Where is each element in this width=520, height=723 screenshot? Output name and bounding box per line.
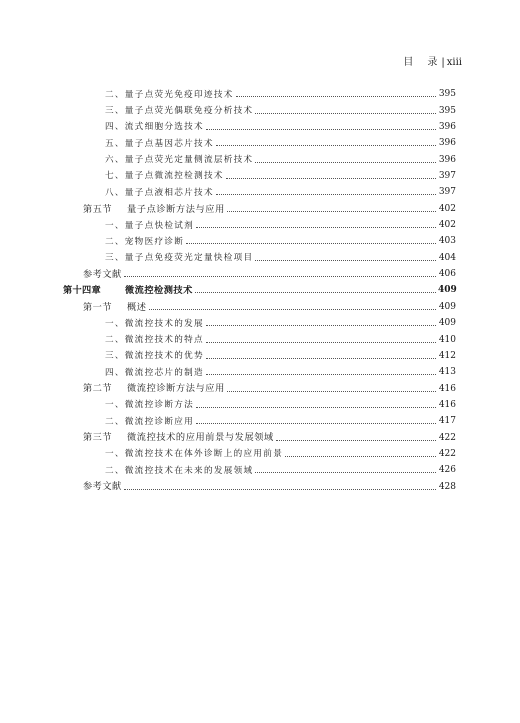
toc-entry-title: 量子点诊断方法与应用 — [127, 203, 225, 215]
toc-entry-label — [105, 107, 253, 116]
toc-leader-dots — [206, 128, 436, 130]
toc-entry-title: 参考文献 — [83, 481, 122, 493]
toc-entry-title: 三、量子点荧光偶联免疫分析技术 — [105, 106, 254, 117]
toc-entry-page: 412 — [438, 350, 456, 361]
toc-entry-page: 409 — [438, 318, 456, 329]
toc-entry-label — [105, 189, 214, 198]
toc-leader-dots — [276, 439, 436, 441]
toc-entry-label — [105, 401, 194, 410]
toc-entry-label — [83, 433, 274, 442]
toc-entry-title: 二、量子点荧光免疫印迹技术 — [105, 89, 234, 100]
toc-entry-section — [58, 295, 456, 311]
toc-entry-item — [58, 230, 456, 246]
toc-entry-title: 八、量子点液相芯片技术 — [105, 187, 214, 198]
toc-entry-label — [105, 222, 194, 231]
toc-entry-label — [105, 352, 204, 361]
toc-entry-title: 概述 — [127, 301, 147, 313]
toc-entry-item — [58, 394, 456, 410]
header-title-char-2: 录 — [427, 57, 438, 68]
toc-entry-ref — [58, 263, 456, 279]
toc-entry-page: 426 — [438, 465, 456, 476]
toc-entry-label — [105, 450, 283, 459]
toc-leader-dots — [236, 95, 436, 97]
toc-entry-item — [58, 312, 456, 328]
toc-entry-section — [58, 197, 456, 213]
toc-entry-title: 一、微流控技术的发展 — [105, 318, 204, 329]
toc-entry-ref — [58, 475, 456, 491]
toc-leader-dots — [195, 291, 436, 293]
toc-entry-label — [83, 270, 122, 279]
toc-entry-number: 第二节 — [83, 383, 113, 395]
toc-entry-title: 微流控技术的应用前景与发展领域 — [127, 432, 274, 444]
toc-entry-label — [105, 254, 253, 263]
toc-entry-item — [58, 328, 456, 344]
toc-entry-section — [58, 377, 456, 393]
toc-entry-label — [105, 91, 234, 100]
toc-entry-label — [105, 238, 184, 247]
toc-entry-item — [58, 99, 456, 115]
toc-entry-number: 第一节 — [83, 301, 113, 313]
toc-entry-title: 一、微流控技术在体外诊断上的应用前景 — [105, 449, 284, 460]
toc-entry-title: 微流控诊断方法与应用 — [127, 383, 225, 395]
toc-entry-item — [58, 165, 456, 181]
toc-entry-page: 406 — [438, 269, 456, 280]
toc-entry-label — [105, 336, 204, 345]
toc-entry-label — [105, 123, 204, 132]
toc-entry-label — [105, 140, 214, 149]
toc-entry-title: 三、微流控技术的优势 — [105, 351, 204, 362]
toc-leader-dots — [227, 210, 436, 212]
toc-entry-title: 微流控检测技术 — [125, 285, 193, 297]
header-title-char-1: 目 — [403, 57, 414, 68]
toc-entry-page: 395 — [438, 105, 456, 116]
toc-entry-page: 428 — [438, 481, 456, 492]
toc-entry-title: 参考文献 — [83, 268, 122, 280]
toc-entry-label — [83, 482, 122, 491]
toc-entry-page: 402 — [438, 203, 456, 214]
toc-leader-dots — [255, 259, 436, 261]
toc-entry-page: 397 — [438, 187, 456, 198]
toc-entry-item — [58, 361, 456, 377]
toc-leader-dots — [255, 161, 436, 163]
toc-entry-page: 404 — [438, 252, 456, 263]
running-header — [403, 53, 462, 68]
toc-leader-dots — [227, 390, 436, 392]
toc-entry-page: 396 — [438, 138, 456, 149]
toc-leader-dots — [206, 324, 436, 326]
toc-leader-dots — [255, 471, 436, 473]
toc-entry-title: 四、微流控芯片的制造 — [105, 367, 204, 378]
toc-entry-label — [105, 320, 204, 329]
toc-entry-page: 402 — [438, 220, 456, 231]
toc-entry-page: 396 — [438, 154, 456, 165]
toc-entry-page: 417 — [438, 416, 456, 427]
toc-entry-label — [83, 303, 147, 312]
toc-entry-item — [58, 443, 456, 459]
toc-entry-section — [58, 426, 456, 442]
toc-leader-dots — [206, 357, 436, 359]
toc-entry-page: 422 — [438, 432, 456, 443]
toc-leader-dots — [196, 406, 436, 408]
toc-leader-dots — [206, 341, 436, 343]
toc-entry-title: 五、量子点基因芯片技术 — [105, 138, 214, 149]
toc-leader-dots — [124, 488, 436, 490]
toc-entry-label — [105, 172, 224, 181]
toc-entry-title: 六、量子点荧光定量侧流层析技术 — [105, 155, 254, 166]
toc-entry-page: 410 — [438, 334, 456, 345]
toc-entry-page: 416 — [438, 383, 456, 394]
toc-leader-dots — [186, 242, 436, 244]
toc-entry-item — [58, 214, 456, 230]
toc-leader-dots — [206, 373, 436, 375]
header-page-number: xiii — [446, 57, 462, 68]
toc-leader-dots — [216, 193, 436, 195]
toc-entry-page: 403 — [438, 236, 456, 247]
toc-entry-chapter — [58, 279, 456, 295]
toc-leader-dots — [226, 177, 436, 179]
toc-entry-page: 413 — [438, 367, 456, 378]
toc-leader-dots — [255, 112, 436, 114]
toc-entry-label — [105, 467, 253, 476]
toc-entry-page: 397 — [438, 171, 456, 182]
toc-leader-dots — [196, 422, 436, 424]
toc-entry-page: 396 — [438, 122, 456, 133]
toc-entry-item — [58, 116, 456, 132]
toc-entry-title: 一、量子点快检试剂 — [105, 220, 195, 231]
toc-entry-item — [58, 181, 456, 197]
toc-entry-number: 第三节 — [83, 432, 113, 444]
toc-entry-item — [58, 410, 456, 426]
toc-entry-title: 四、流式细胞分选技术 — [105, 122, 204, 133]
toc-entry-title: 三、量子点免疫荧光定量快检项目 — [105, 253, 254, 264]
toc-leader-dots — [196, 226, 436, 228]
toc-entry-number: 第五节 — [83, 203, 113, 215]
toc-entry-title: 一、微流控诊断方法 — [105, 400, 195, 411]
toc-entry-title: 二、微流控技术的特点 — [105, 334, 204, 345]
toc-entry-label — [83, 384, 225, 393]
toc-entry-label — [105, 369, 204, 378]
toc-entry-label — [105, 418, 194, 427]
toc-entry-page: 409 — [438, 285, 457, 296]
toc-entry-item — [58, 459, 456, 475]
toc-entry-item — [58, 83, 456, 99]
toc-entry-label — [83, 205, 225, 214]
toc-entry-page: 422 — [438, 448, 456, 459]
toc-entry-item — [58, 246, 456, 262]
toc-entry-page: 409 — [438, 301, 456, 312]
toc-entry-number: 第十四章 — [63, 285, 101, 297]
toc-entry-page: 395 — [438, 89, 456, 100]
toc-leader-dots — [285, 455, 436, 457]
toc-leader-dots — [216, 144, 436, 146]
toc-entry-label — [63, 286, 193, 295]
toc-entry-item — [58, 148, 456, 164]
toc-leader-dots — [149, 308, 436, 310]
toc-entry-label — [105, 156, 253, 165]
toc-entry-title: 二、微流控技术在未来的发展领域 — [105, 465, 254, 476]
toc-entry-title: 七、量子点微流控检测技术 — [105, 171, 224, 182]
header-separator: | — [441, 57, 445, 68]
toc-entry-item — [58, 132, 456, 148]
toc-entry-title: 二、宠物医疗诊断 — [105, 236, 185, 247]
toc-entry-title: 二、微流控诊断应用 — [105, 416, 195, 427]
toc-entry-page: 416 — [438, 399, 456, 410]
table-of-contents — [58, 83, 456, 492]
toc-entry-item — [58, 345, 456, 361]
toc-leader-dots — [124, 275, 436, 277]
